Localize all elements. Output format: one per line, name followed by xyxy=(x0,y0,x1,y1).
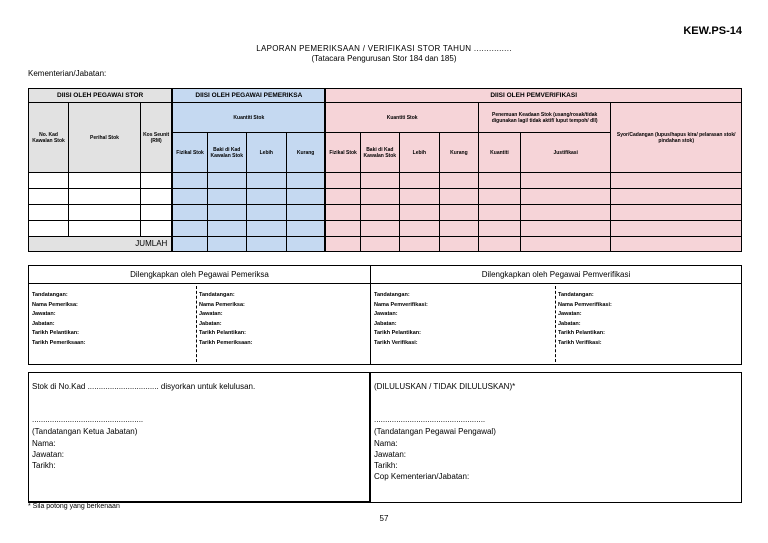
col-unit-cost: Kos Seunit (RM) xyxy=(140,103,172,173)
condition-justification: Justifikasi xyxy=(521,133,611,173)
col-card-no: No. Kad Kawalan Stok xyxy=(29,103,69,173)
inspector-fields-right: Tandatangan: Nama Pemeriksa: Jawatan: Jabatan: Tarikh Pelantikan: Tarikh Pemeriksaan: xyxy=(199,292,253,346)
inspector-completion-box xyxy=(28,265,371,365)
section-verifier: DIISI OLEH PEMVERIFIKASI xyxy=(325,89,741,103)
form-code: KEW.PS-14 xyxy=(683,25,742,37)
section-inspector: DIISI OLEH PEGAWAI PEMERIKSA xyxy=(172,89,325,103)
verifier-divider xyxy=(555,286,556,362)
condition-head: Penemuan Keadaan Stok (usang/rosak/tidak digunakan lagi/ tidak aktif/ luput tempoh/ dll) xyxy=(478,103,611,133)
right-fields: Nama: Jawatan: Tarikh: Cop Kementerian/Jabatan: xyxy=(374,439,470,481)
table-row xyxy=(29,189,742,205)
left-fields: Nama: Jawatan: Tarikh: xyxy=(32,439,65,470)
right-signature-caption: (Tandatangan Pegawai Pengawal) xyxy=(374,427,496,436)
recommendation-statement: Stok di No.Kad ................................ disyorkan untuk kelulusan. xyxy=(32,382,256,391)
inspector-physical: Fizikal Stok xyxy=(172,133,207,173)
verifier-balance: Baki di Kad Kawalan Stok xyxy=(360,133,399,173)
inspector-completion-title: Dilengkapkan oleh Pegawai Pemeriksa xyxy=(29,266,370,284)
left-signature-caption: (Tandatangan Ketua Jabatan) xyxy=(32,427,138,436)
inspector-divider xyxy=(196,286,197,362)
verifier-fields-right: Tandatangan: Nama Pemverifikasi: Jawatan: Jabatan: Tarikh Pelantikan: Tarikh Verifikasi: xyxy=(558,292,612,346)
report-title: LAPORAN PEMERIKSAAN / VERIFIKASI STOR TAHUN ............... xyxy=(256,44,512,53)
verifier-completion-title: Dilengkapkan oleh Pegawai Pemverifikasi xyxy=(371,266,741,284)
verifier-physical: Fizikal Stok xyxy=(325,133,360,173)
recommendation-head: Syor/Cadangan (lupus/hapus kira/ pelarasan stok/ pindahan stok) xyxy=(611,103,742,173)
left-signature-dots: .................................................. xyxy=(32,415,144,424)
inspector-fields-left: Tandatangan: Nama Pemeriksa: Jawatan: Jabatan: Tarikh Pelantikan: Tarikh Pemeriksaan: xyxy=(32,292,86,346)
footnote: * Sila potong yang berkenaan xyxy=(28,503,120,510)
condition-qty: Kuantiti xyxy=(478,133,520,173)
verifier-fields-left: Tandatangan: Nama Pemverifikasi: Jawatan: Jabatan: Tarikh Pelantikan: Tarikh Verifikasi: xyxy=(374,292,428,346)
page-number: 57 xyxy=(379,514,389,523)
section-storekeeper: DIISI OLEH PEGAWAI STOR xyxy=(29,89,173,103)
right-signature-dots: .................................................. xyxy=(374,415,486,424)
verifier-excess: Lebih xyxy=(399,133,439,173)
head-of-department-box xyxy=(28,372,371,503)
ministry-label: Kementerian/Jabatan: xyxy=(28,69,107,78)
verifier-qty-head: Kuantiti Stok xyxy=(325,103,478,133)
stock-table xyxy=(28,88,742,252)
inspector-qty-head: Kuantiti Stok xyxy=(172,103,325,133)
inspector-shortage: Kurang xyxy=(286,133,325,173)
col-description: Perihal Stok xyxy=(69,103,141,173)
report-subtitle: (Tatacara Pengurusan Stor 184 dan 185) xyxy=(311,54,457,63)
table-row xyxy=(29,205,742,221)
total-label: JUMLAH xyxy=(29,237,173,252)
verifier-shortage: Kurang xyxy=(439,133,478,173)
inspector-balance: Baki di Kad Kawalan Stok xyxy=(207,133,246,173)
approval-statement: (DILULUSKAN / TIDAK DILULUSKAN)* xyxy=(374,382,516,391)
inspector-excess: Lebih xyxy=(246,133,286,173)
controlling-officer-box xyxy=(370,372,742,503)
table-row xyxy=(29,221,742,237)
total-row xyxy=(29,237,742,252)
table-row xyxy=(29,173,742,189)
verifier-completion-box xyxy=(370,265,742,365)
